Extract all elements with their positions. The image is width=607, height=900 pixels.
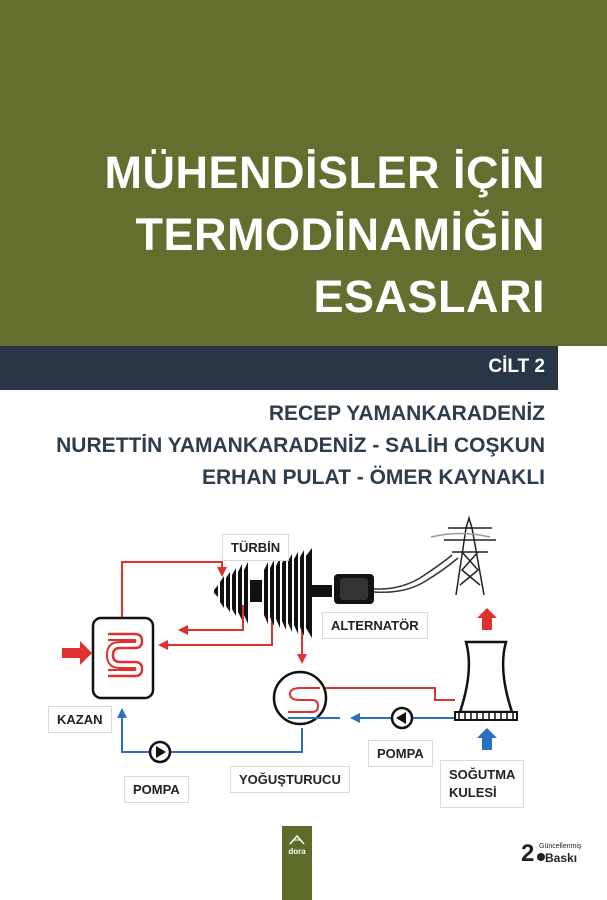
label-boiler: KAZAN	[48, 706, 112, 733]
label-alternator: ALTERNATÖR	[322, 612, 428, 639]
publisher-name: dora	[288, 847, 306, 856]
condenser-shape	[274, 672, 326, 724]
power-plant-diagram	[0, 500, 607, 840]
edition-print: Baskı	[545, 851, 578, 865]
title-line-3: ESASLARI	[313, 271, 545, 322]
label-pump-left: POMPA	[124, 776, 189, 803]
edition-dot-icon	[537, 853, 545, 861]
volume-band	[0, 346, 558, 390]
author-line-2: NURETTİN YAMANKARADENİZ - SALİH COŞKUN	[56, 434, 545, 457]
label-cooling-tower: SOĞUTMA KULESİ	[440, 760, 524, 808]
fuel-inlet-arrow	[62, 641, 92, 665]
label-turbine: TÜRBİN	[222, 534, 289, 561]
alternator-shape	[334, 555, 458, 604]
cooling-tower-shape	[455, 608, 517, 750]
author-line-1: RECEP YAMANKARADENİZ	[268, 402, 545, 425]
edition-number: 2	[521, 840, 535, 867]
boiler-shape	[93, 618, 153, 698]
pump-left-shape	[150, 742, 170, 762]
publisher-logo	[282, 826, 312, 900]
publisher-mark-icon	[289, 834, 305, 846]
book-title	[5, 142, 545, 328]
title-line-1: MÜHENDİSLER İÇİN	[104, 147, 545, 198]
volume-label: CİLT 2	[488, 356, 545, 377]
title-line-2: TERMODİNAMİĞİN	[135, 209, 545, 260]
author-list	[56, 398, 545, 494]
label-condenser: YOĞUŞTURUCU	[230, 766, 350, 793]
pump-right-shape	[392, 708, 412, 728]
label-pump-right: POMPA	[368, 740, 433, 767]
edition-updated: Güncellenmiş	[539, 843, 582, 850]
transmission-tower	[431, 518, 496, 595]
author-line-3: ERHAN PULAT - ÖMER KAYNAKLI	[201, 466, 545, 489]
